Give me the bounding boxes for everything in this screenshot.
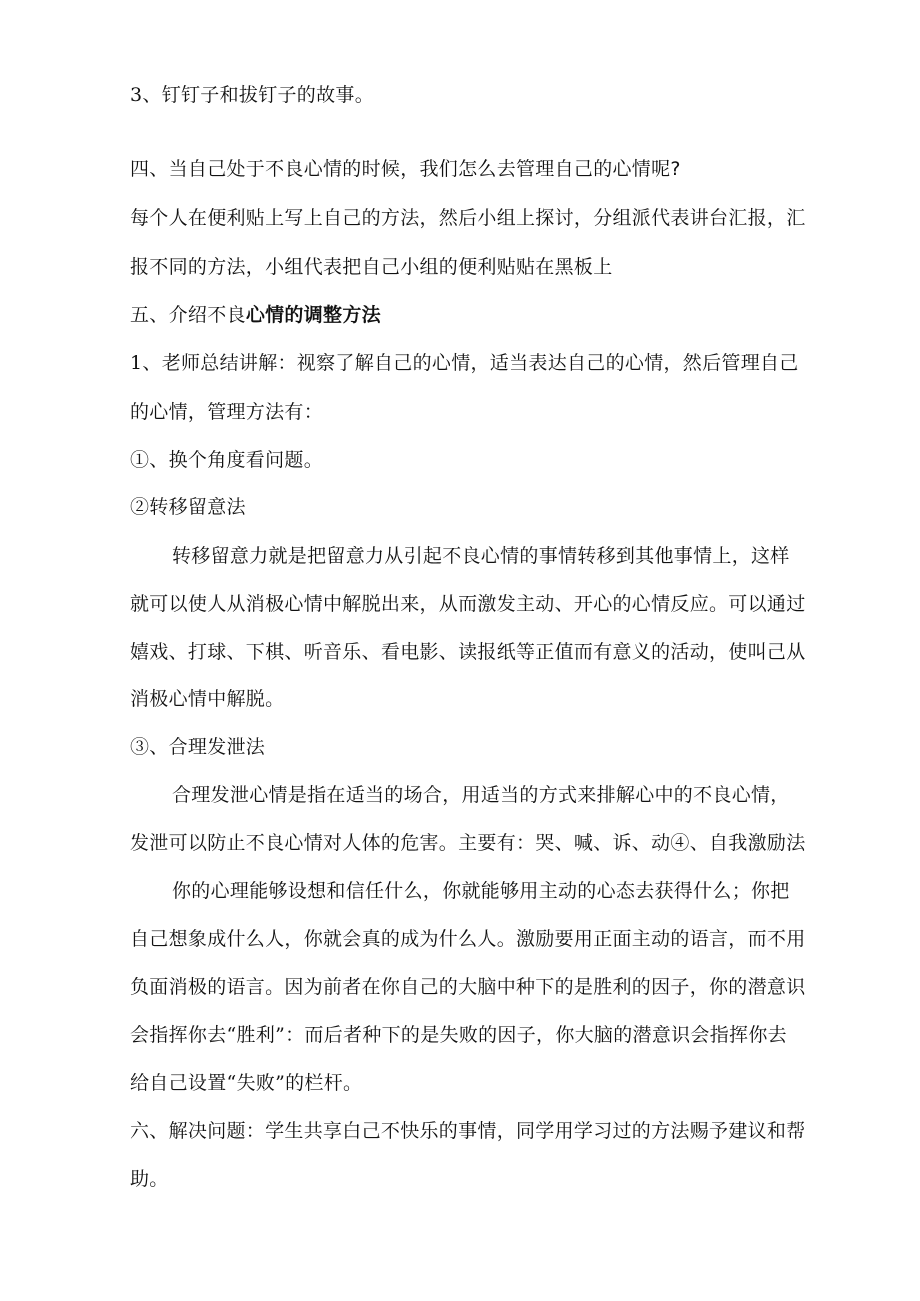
section-4-line: 报不同的方法，小组代表把自己小组的便利贴贴在黑板上 [130,256,613,278]
method-2-line: 转移留意力就是把留意力从引起不良心情的事情转移到其他事情上，这样 [172,545,790,567]
summary-line: 的心情，管理方法有： [130,401,324,423]
section-5-heading-plain: 五、介绍不良 [130,304,246,326]
summary-line: 1、老师总结讲解：视察了解自己的心情，适当表达自己的心情，然后管理自己 [130,352,799,374]
section-4-heading: 四、当自己处于不良心情的时候，我们怎么去管理自己的心情呢? [130,158,681,180]
section-6-line: 助。 [130,1168,169,1190]
method-2-line: 嬉戏、打球、下棋、听音乐、看电影、读报纸等正值而有意义的活动，使叫己从 [130,641,806,663]
method-2-title: ②转移留意法 [130,496,246,518]
method-4-line: 给自己设置“失败”的栏杆。 [130,1072,363,1094]
method-2-line: 消极心情中解脱。 [130,688,285,710]
method-4-line: 自己想象成什么人，你就会真的成为什么人。激励要用正面主动的语言，而不用 [130,928,806,950]
method-3-line: 发泄可以防止不良心情对人体的危害。主要有：哭、喊、诉、动④、自我激励法 [130,832,806,854]
section-6-line: 六、解决问题：学生共享白己不快乐的事情，同学用学习过的方法赐予建议和帮 [130,1120,806,1142]
section-5-heading-bold: 心情的调整方法 [245,304,381,326]
method-4-line: 会指挥你去“胜利”：而后者种下的是失败的因子，你大脑的潜意识会指挥你去 [130,1024,787,1046]
method-3-line: 合理发泄心情是指在适当的场合，用适当的方式来排解心中的不良心情， [172,784,790,806]
story-item: 3、钉钉子和拔钉子的故事。 [130,84,374,106]
method-2-line: 就可以使人从消极心情中解脱出来，从而激发主动、开心的心情反应。可以通过 [130,593,806,615]
method-4-line: 你的心理能够设想和信任什么，你就能够用主动的心态去获得什么；你把 [172,880,790,902]
method-3-title: ③、合理发泄法 [130,736,266,758]
method-4-line: 负面消极的语言。因为前者在你自己的大脑中种下的是胜利的因子，你的潜意识 [130,976,806,998]
section-5-heading [130,302,381,328]
section-4-line: 每个人在便利贴上写上自己的方法，然后小组上探讨，分组派代表讲台汇报，汇 [130,207,806,229]
method-1: ①、换个角度看问题。 [130,449,324,471]
